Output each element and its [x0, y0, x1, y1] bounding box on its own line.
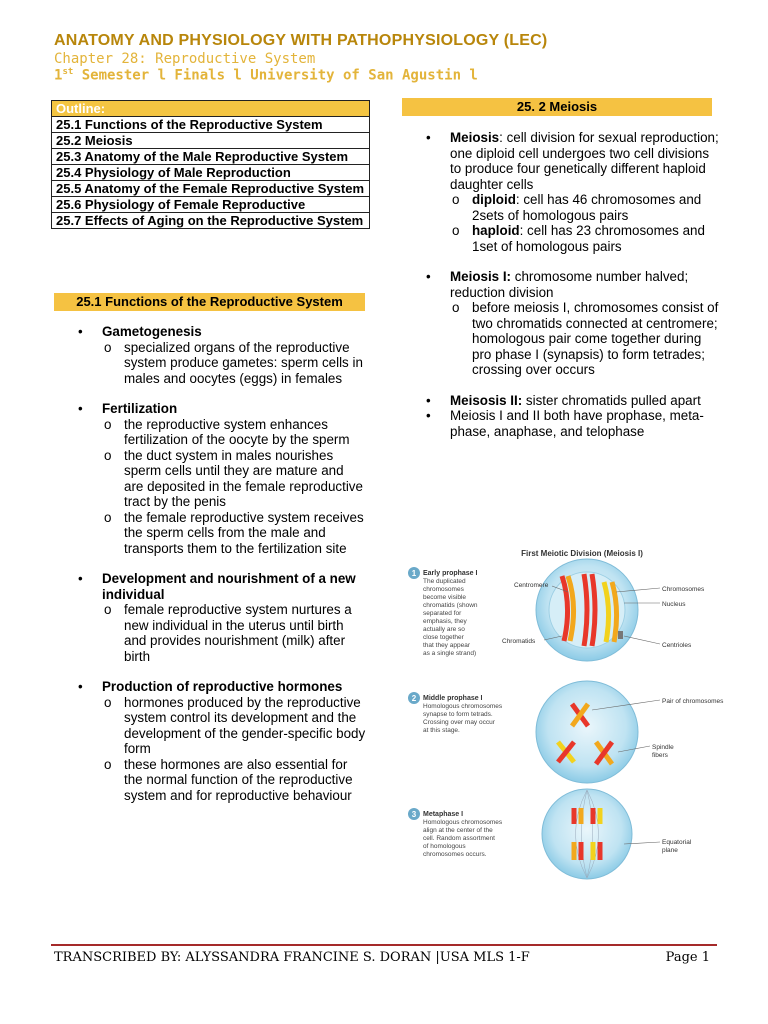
label-nucleus: Nucleus [662, 601, 686, 608]
circle-bullet-icon: o [104, 602, 112, 617]
label-chromosomes: Chromosomes [662, 586, 705, 593]
bullet-icon: • [426, 392, 431, 408]
list-item [424, 408, 719, 439]
page-number: Page 1 [665, 950, 710, 965]
bullet-icon: • [78, 324, 83, 339]
bullet-icon: • [78, 679, 83, 694]
step-title: Early prophase I [423, 570, 478, 577]
sub-item-text: before meiosis I, chromosomes consist of two chromatids connected at centromere; homologous pair come together during pro phase I (synapsis) to form tetrades; crossing over occurs [472, 300, 719, 377]
sub-item-text: female reproductive system nurtures a new individual in the uterus until birth and provides nourishment (milk) after birth [124, 602, 352, 664]
figure-title: First Meiotic Division (Meiosis I) [521, 549, 643, 558]
bullet-icon: • [78, 571, 83, 586]
term-haploid: haploid [472, 223, 520, 238]
outline-item: 25.4 Physiology of Male Reproduction [52, 165, 370, 181]
circle-bullet-icon: o [452, 223, 460, 238]
step-number: 2 [411, 694, 417, 703]
step-number: 3 [411, 810, 417, 819]
list-item [76, 571, 366, 602]
list-item [424, 393, 719, 409]
sub-item [76, 417, 366, 448]
circle-bullet-icon: o [104, 509, 112, 525]
semester-suffix: st [62, 67, 74, 77]
step-number: 1 [411, 569, 417, 578]
outline-item: 25.2 Meiosis [52, 133, 370, 149]
chapter-subtitle: Chapter 28: Reproductive System [54, 51, 316, 67]
outline-item: 25.1 Functions of the Reproductive System [52, 117, 370, 133]
cell-metaphase [542, 789, 632, 879]
bullet-icon: • [426, 130, 431, 145]
outline-item: 25.6 Physiology of Female Reproductive [52, 197, 370, 213]
def-haploid: : cell has 23 chromosomes and 1set of homologous pairs [472, 223, 705, 254]
item-title: Development and nourishment of a new individual [102, 571, 356, 602]
sub-item [76, 340, 366, 387]
sub-item-text: the duct system in males nourishes sperm cells until they are mature and are deposited in the female reproductive tract by the penis [124, 447, 363, 509]
step-middle-prophase [408, 681, 724, 783]
document-title: ANATOMY AND PHYSIOLOGY WITH PATHOPHYSIOLOGY (LEC) [54, 32, 548, 49]
sub-item-text: hormones produced by the reproductive system control its development and the development of the gender-specific body form [124, 694, 366, 756]
label-pair-of-chromosomes: Pair of chromosomes [662, 698, 724, 705]
sub-item [76, 757, 366, 804]
phases-note: Meiosis I and II both have prophase, meta-phase, anaphase, and telophase [450, 408, 704, 439]
sub-item-text: the female reproductive system receives the sperm cells from the male and transports them to the fertilization site [124, 509, 364, 556]
step-title: Middle prophase I [423, 695, 483, 702]
section-heading-functions: 25.1 Functions of the Reproductive System [54, 293, 365, 311]
cell-middle-prophase [536, 681, 638, 783]
circle-bullet-icon: o [104, 339, 112, 355]
circle-bullet-icon: o [452, 192, 460, 207]
sub-item [424, 223, 719, 254]
sub-item [424, 300, 719, 378]
outline-item: 25.5 Anatomy of the Female Reproductive System [52, 181, 370, 197]
semester-rest: Semester l Finals l University of San Agustin l [73, 67, 478, 84]
semester-ordinal: 1 [54, 67, 63, 84]
footer-credit: TRANSCRIBED BY: ALYSSANDRA FRANCINE S. DORAN |USA MLS 1-F [54, 950, 530, 965]
sub-item-text: the reproductive system enhances fertilization of the oocyte by the sperm [124, 416, 350, 447]
outline-table [51, 100, 370, 229]
label-chromatids: Chromatids [502, 638, 536, 645]
item-title: Production of reproductive hormones [102, 679, 343, 694]
outline-item: 25.7 Effects of Aging on the Reproductive System [52, 213, 370, 229]
step-desc: The duplicated chromosomes become visible chromatids (shown separated for emphasis, they actually are so close together that they appear as a single strand) [423, 578, 478, 657]
def-meiosis: : cell division for sexual reproduction; one diploid cell undergoes two cell divisions to produce four genetically different haploid daughter cells [450, 130, 719, 192]
sub-item [76, 695, 366, 757]
sub-item-text: these hormones are also essential for the normal function of the reproductive system and for reproductive behaviour [124, 756, 353, 803]
circle-bullet-icon: o [104, 447, 112, 463]
term-meiosis: Meiosis [450, 130, 500, 145]
circle-bullet-icon: o [104, 756, 112, 772]
circle-bullet-icon: o [452, 300, 460, 315]
item-title: Gametogenesis [102, 324, 202, 339]
list-item [76, 401, 366, 417]
step-early-prophase [408, 559, 705, 661]
meiosis-figure [392, 546, 732, 880]
step-title: Metaphase I [423, 811, 464, 818]
list-item [424, 130, 719, 192]
bullet-icon: • [426, 269, 431, 284]
sub-item-text: specialized organs of the reproductive system produce gametes: sperm cells in males and oocytes (eggs) in females [124, 339, 363, 386]
term-meiosis-2: Meisosis II: [450, 392, 523, 408]
step-metaphase [408, 789, 693, 879]
list-item [424, 269, 719, 300]
step-desc: Homologous chromosomes synapse to form tetrads. Crossing over may occur at this stage. [423, 703, 503, 734]
section-heading-meiosis: 25. 2 Meiosis [402, 98, 712, 116]
sub-item [424, 192, 719, 223]
def-diploid: : cell has 46 chromosomes and 2sets of homologous pairs [472, 192, 702, 223]
centriole [618, 631, 623, 639]
circle-bullet-icon: o [104, 694, 112, 710]
semester-line [54, 67, 478, 84]
def-meiosis-2: sister chromatids pulled apart [522, 392, 701, 408]
bullet-icon: • [426, 408, 431, 423]
label-spindle-fibers: Spindle fibers [652, 744, 674, 759]
sub-item [76, 602, 366, 664]
outline-heading: Outline: [52, 101, 370, 117]
meiosis-list [424, 130, 719, 439]
sub-item [76, 510, 366, 557]
circle-bullet-icon: o [104, 416, 112, 432]
outline-item: 25.3 Anatomy of the Male Reproductive System [52, 149, 370, 165]
term-diploid: diploid [472, 192, 516, 207]
label-centromere: Centromere [514, 582, 549, 589]
item-title: Fertilization [102, 401, 178, 416]
label-equatorial-plane: Equatorial plane [662, 839, 692, 854]
label-centrioles: Centrioles [662, 642, 692, 649]
functions-list [76, 324, 366, 803]
footer-rule [51, 944, 717, 946]
bullet-icon: • [78, 401, 83, 416]
sub-item [76, 448, 366, 510]
step-desc: Homologous chromosomes align at the center of the cell. Random assortment of homologous chromosomes occurs. [423, 819, 503, 858]
list-item [76, 324, 366, 340]
list-item [76, 679, 366, 695]
def-meiosis-1: chromosome number halved; reduction division [450, 269, 689, 300]
term-meiosis-1: Meiosis I: [450, 269, 512, 284]
